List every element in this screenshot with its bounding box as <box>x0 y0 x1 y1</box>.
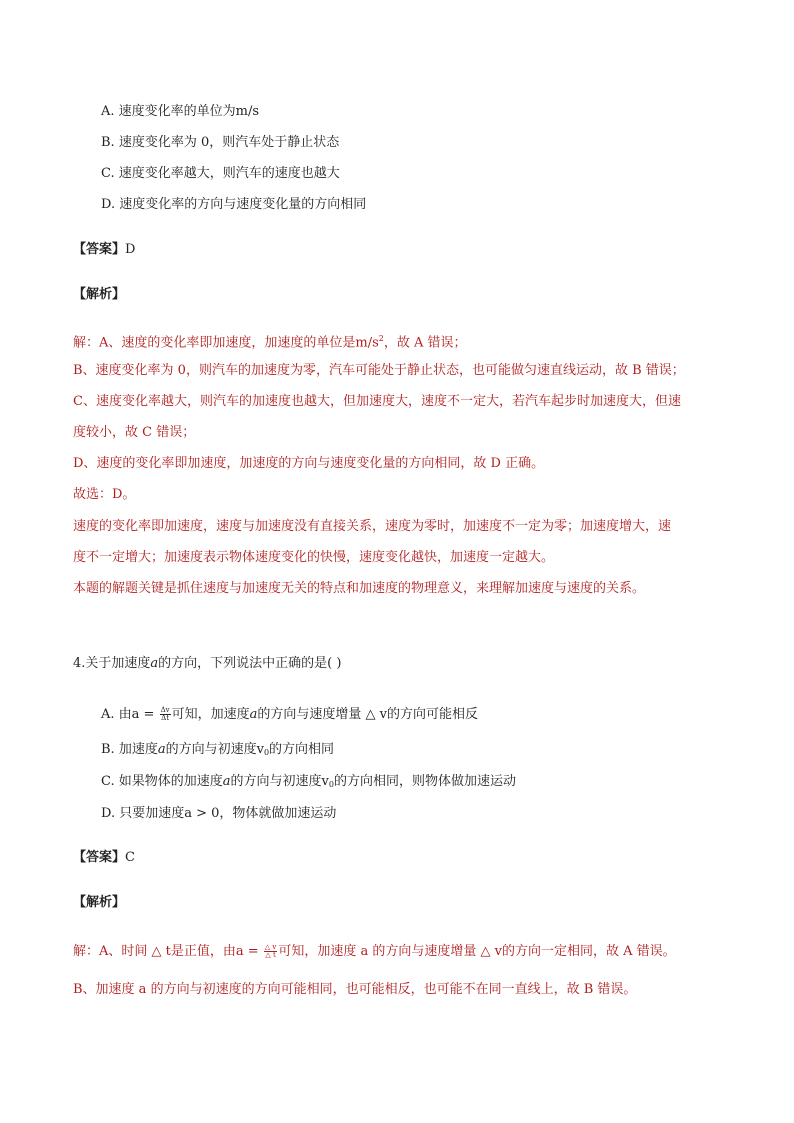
q3-analysis-b: B、速度变化率为 0，则汽车的加速度为零，汽车可能处于静止状态，也可能做匀速直线运动，故 B 错误； <box>73 363 685 378</box>
q4-analysis-label: 【解析】 <box>73 895 126 910</box>
fraction-numerator: Δv <box>160 706 170 714</box>
q4-option-c-text: C. 如果物体的加速度 <box>101 774 223 789</box>
answer-label: 【答案】 <box>73 850 126 865</box>
q3-option-a: A. 速度变化率的单位为m/s <box>101 104 260 119</box>
fraction-dv-dt <box>160 707 171 722</box>
q3-option-b: B. 速度变化率为 0，则汽车处于静止状态 <box>101 135 340 150</box>
q4-option-b-text: B. 加速度 <box>101 742 158 757</box>
q4-option-c-var: a <box>222 774 231 789</box>
q4-option-c-tail: 的方向相同，则物体做加速运动 <box>333 774 516 789</box>
analysis-a-text: 解：A、速度的变化率即加速度，加速度的单位是m/s <box>73 335 379 351</box>
q3-analysis-key: 本题的解题关键是抓住速度与加速度无关的特点和加速度的物理意义，来理解加速度与速度的关系。 <box>73 581 646 596</box>
q4-stem-tail: 的方向，下列说法中正确的是( ) <box>158 656 342 671</box>
fraction-numerator: △ v <box>264 943 277 951</box>
q3-analysis-choose: 故选：D。 <box>73 487 136 502</box>
q3-analysis-note1: 速度的变化率即加速度，速度与加速度没有直接关系，速度为零时，加速度不一定为零；加速度增大，速 <box>73 519 672 534</box>
q4-option-b-sub: 0 <box>263 748 270 757</box>
fraction-denominator: △ t <box>265 951 276 959</box>
q4-analysis-a-tail: 可知，加速度 a 的方向与速度增量 △ v的方向一定相同，故 A 错误。 <box>278 944 676 959</box>
q4-option-b-tail: 的方向相同 <box>269 742 335 757</box>
q3-analysis-label: 【解析】 <box>73 287 126 302</box>
q4-analysis-a-text: 解：A、时间 △ t是正值，由a = <box>73 944 259 959</box>
q4-option-a <box>101 706 478 724</box>
analysis-a-tail: ，故 A 错误； <box>383 335 467 351</box>
q4-option-a-mid: 可知，加速度 <box>171 707 250 722</box>
answer-value: C <box>125 850 135 865</box>
q3-analysis-a <box>73 330 467 352</box>
fraction-denominator: Δt <box>161 714 170 722</box>
q4-option-c <box>101 773 516 794</box>
q3-answer <box>73 241 135 259</box>
q4-stem-text: 4.关于加速度 <box>73 656 151 671</box>
q4-option-b-mid: 的方向与初速度v <box>165 742 264 757</box>
q4-analysis-a <box>73 943 676 961</box>
q4-stem <box>73 655 341 673</box>
fraction-dv-dt <box>264 944 278 959</box>
q3-analysis-note2: 度不一定增大；加速度表示物体速度变化的快慢，速度变化越快，加速度一定越大。 <box>73 550 555 565</box>
answer-label: 【答案】 <box>73 242 126 257</box>
q4-option-a-var: a <box>249 707 258 722</box>
q4-answer <box>73 849 135 867</box>
q4-analysis-b: B、加速度 a 的方向与初速度的方向可能相同，也可能相反，也可能不在同一直线上，故 B 错误。 <box>73 982 637 997</box>
q4-option-b-var: a <box>157 742 166 757</box>
unit-exponent: 2 <box>378 334 384 343</box>
q3-analysis-d: D、速度的变化率即加速度，加速度的方向与速度变化量的方向相同，故 D 正确。 <box>73 456 545 471</box>
q3-analysis-c2: 度较小，故 C 错误； <box>73 425 196 440</box>
q4-stem-var: a <box>150 656 159 671</box>
q4-option-a-tail: 的方向与速度增量 △ v的方向可能相反 <box>257 707 478 722</box>
q3-option-d: D. 速度变化率的方向与速度变化量的方向相同 <box>101 197 367 212</box>
q4-option-a-text: A. 由a = <box>101 707 155 722</box>
q4-option-c-mid: 的方向与初速度v <box>230 774 329 789</box>
q3-option-c: C. 速度变化率越大，则汽车的速度也越大 <box>101 166 340 181</box>
q3-analysis-c1: C、速度变化率越大，则汽车的加速度也越大，但加速度大，速度不一定大，若汽车起步时加速度大，但速 <box>73 394 681 409</box>
q4-option-c-sub: 0 <box>328 780 334 789</box>
q4-option-b <box>101 741 334 762</box>
q4-option-d: D. 只要加速度a > 0，物体就做加速运动 <box>101 806 337 821</box>
answer-value: D <box>125 242 136 257</box>
